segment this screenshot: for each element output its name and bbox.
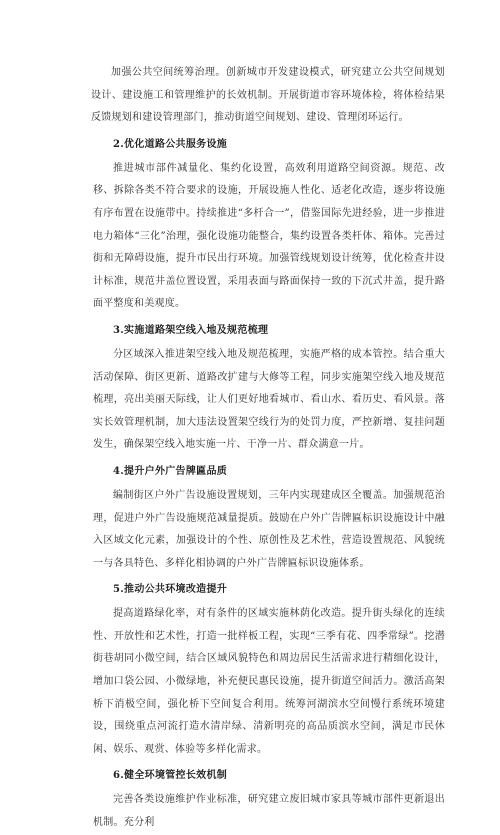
section-heading: 4.提升户外广告牌匾品质 <box>113 465 228 477</box>
section-body: 分区域深入推进架空线入地及规范梳理，实施严格的成本管控。结合重大活动保障、街区更新、道路改扩建与大修等工程，同步实施架空线入地及规范梳理，亮出美丽天际线，让人们更好地看城市、看山水、看历史、看风景。落实长效管理机制，加大违法设置架空线行为的处罚力度，严控新增、复挂问题发生，确保架空线入地实施一片、干净一片、群众满意一片。 <box>93 348 445 451</box>
section-body: 提高道路绿化率，对有条件的区域实施林荫化改造。提升街头绿化的连续性、开放性和艺术性，打造一批样板工程，实现“三季有花、四季常绿”。挖潜街巷胡同小微空间，结合区域风貌特色和周边居民生活需求进行精细化设计，增加口袋公园、小微绿地，补充便民惠民设施，提升街道空间活力。激活高架桥下消极空间，强化桥下空间复合利用。统筹河湖滨水空间慢行系统环境建设，围绕重点河流打造水清岸绿、清新明亮的高品质滨水空间，满足市民休闲、娱乐、观赏、体验等多样化需求。 <box>93 608 445 755</box>
section-heading: 2.优化道路公共服务设施 <box>113 138 228 150</box>
section-heading: 5.推动公共环境改造提升 <box>113 584 228 596</box>
section-6 <box>93 765 445 834</box>
section-3 <box>93 320 445 457</box>
section-4 <box>93 461 445 575</box>
section-2 <box>93 134 445 316</box>
section-heading: 6.健全环境管控长效机制 <box>113 770 228 782</box>
section-body: 编制街区户外广告设施设置规划，三年内实现建成区全覆盖。加强规范治理，促进户外广告设施规范减量提质。鼓励在户外广告牌匾标识设施设计中融入区域文化元素，加强设计的个性、原创性及艺术性，营造设置规范、风貌统一与各具特色、多样化相协调的户外广告牌匾标识设施体系。 <box>93 489 445 569</box>
section-body: 推进城市部件减量化、集约化设置，高效利用道路空间资源。规范、改移、拆除各类不符合要求的设施，开展设施人性化、适老化改造，逐步将设施有序布置在设施带中。持续推进“多杆合一”，借鉴国际先进经验，进一步推进电力箱体“三化”治理，强化设施功能整合，集约设置各类杆体、箱体。完善过街和无障碍设施，提升市民出行环境。加强管线规划设计统筹，优化检查井设计标准，规范井盖位置设置，采用表面与路面保持一致的下沉式井盖，提升路面平整度和美观度。 <box>93 162 445 310</box>
section-heading: 3.实施道路架空线入地及规范梳理 <box>113 324 269 336</box>
section-5 <box>93 579 445 761</box>
intro-paragraph: 加强公共空间统筹治理。创新城市开发建设模式，研究建立公共空间规划设计、建设施工和管理维护的长效机制。开展街道市容环境体检，将体检结果反馈规划和建设管理部门，推动街道空间规划、建设、管理闭环运行。 <box>91 67 445 124</box>
section-body: 完善各类设施维护作业标准，研究建立废旧城市家具等城市部件更新退出机制。充分利 <box>93 794 445 829</box>
